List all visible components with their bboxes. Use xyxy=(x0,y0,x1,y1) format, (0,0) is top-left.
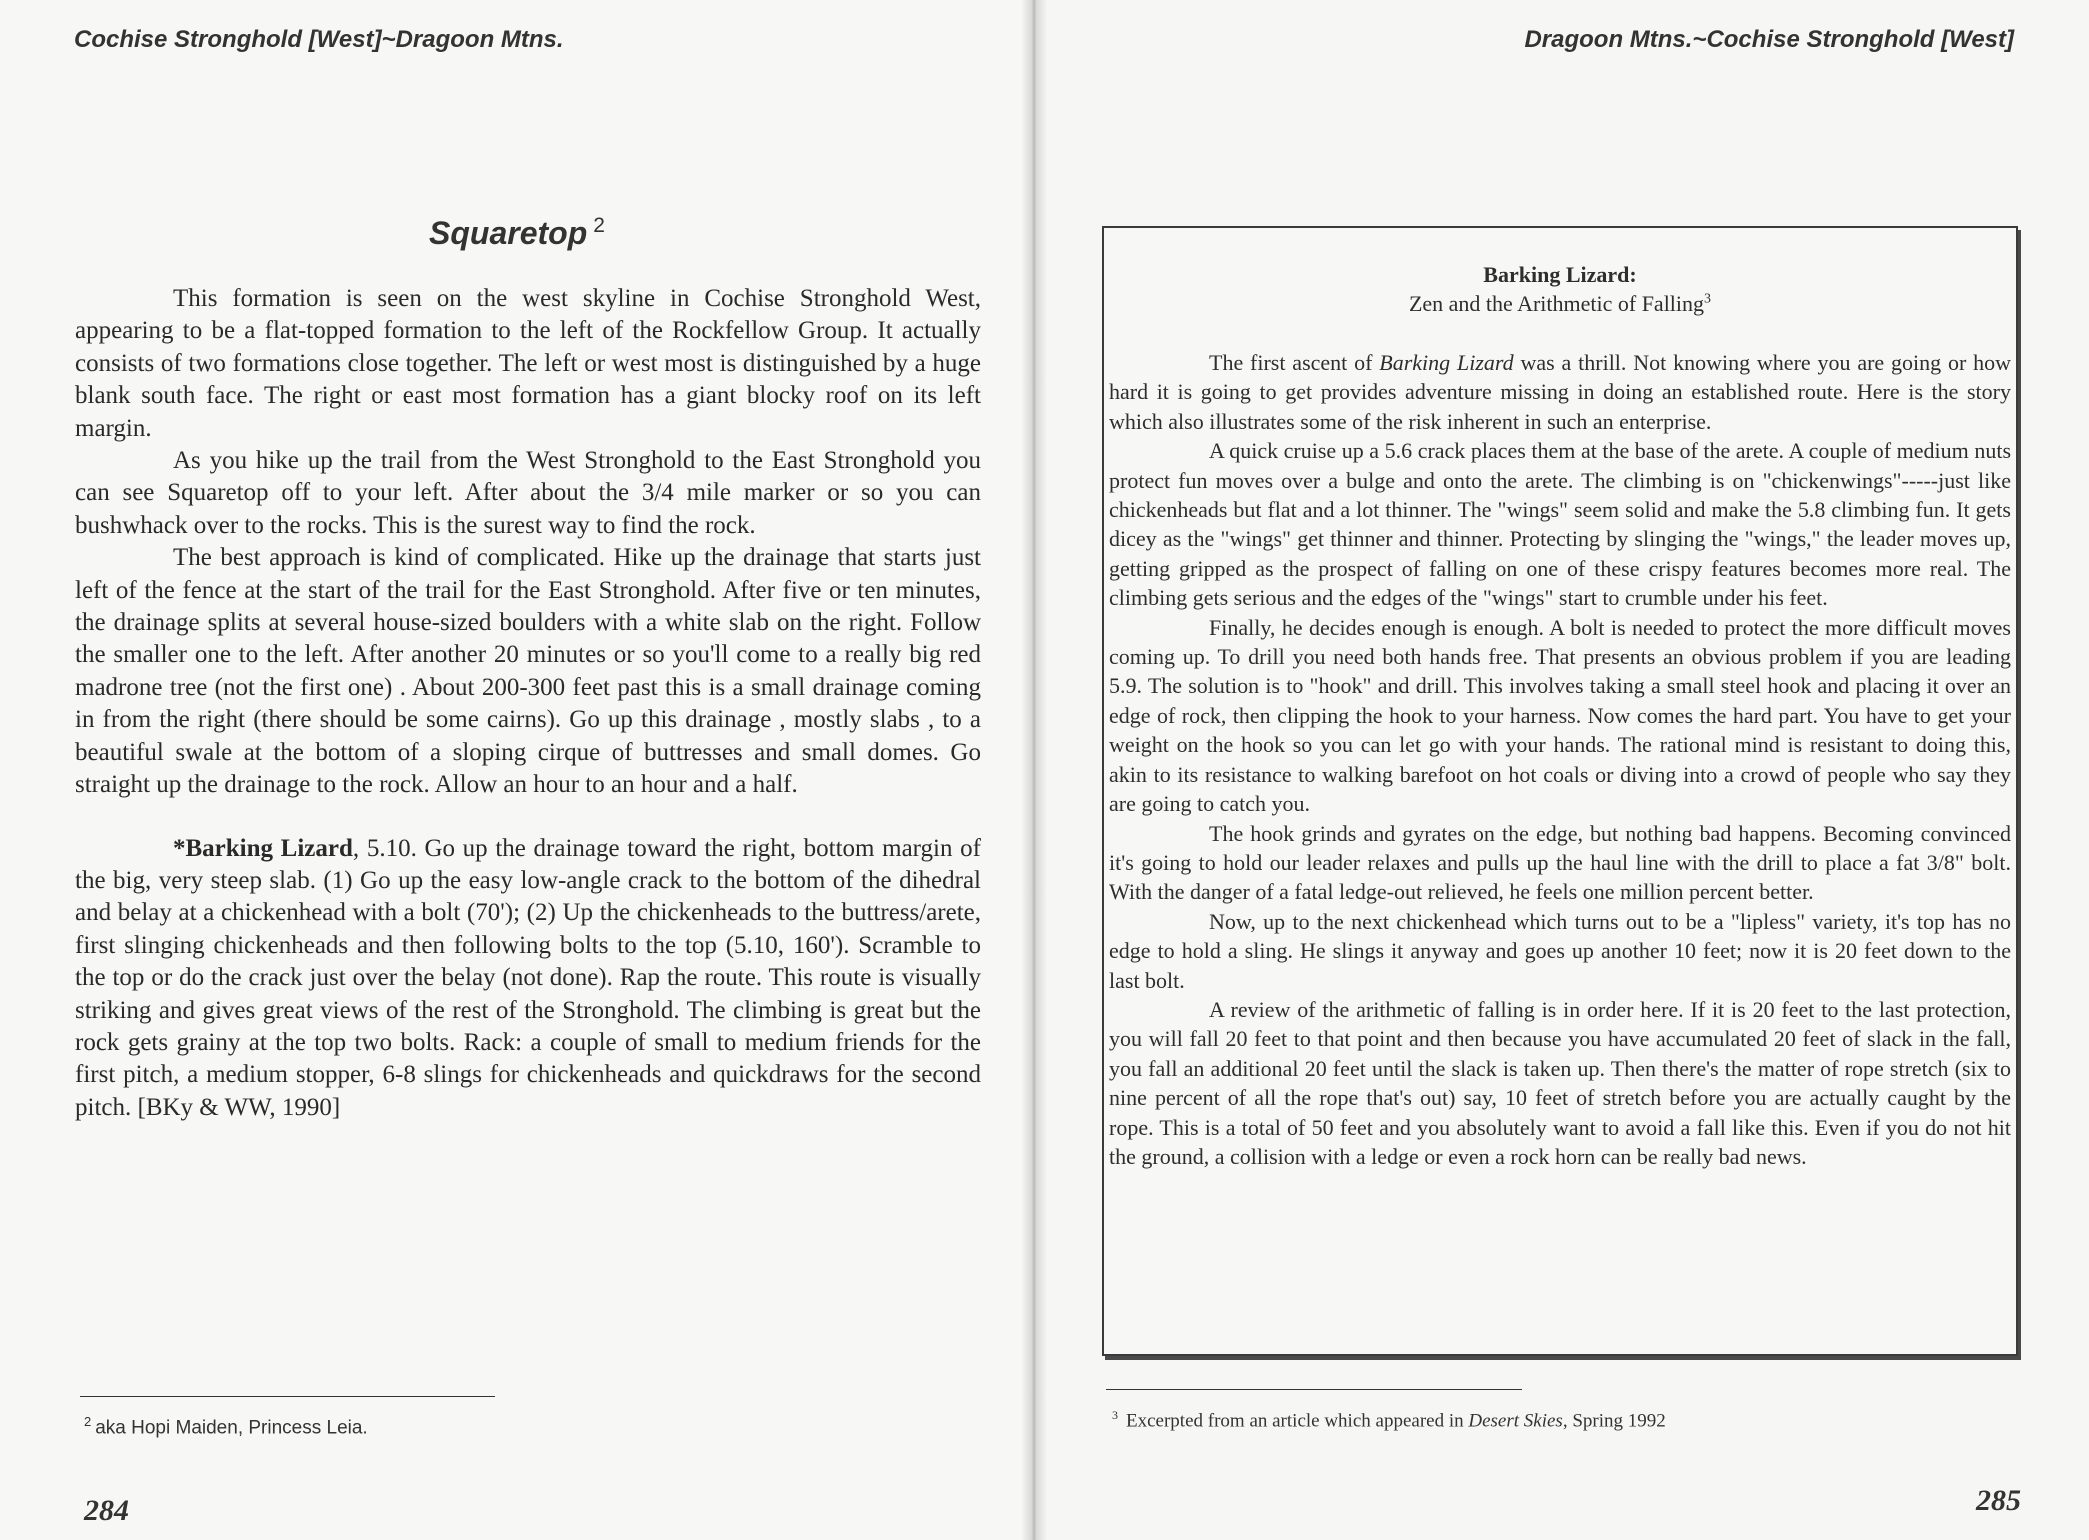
footnote-rule xyxy=(1106,1389,1522,1390)
footnote-text: Excerpted from an article which appeared in xyxy=(1126,1410,1469,1432)
footnote-text: aka Hopi Maiden, Princess Leia. xyxy=(95,1417,368,1439)
route-text: , 5.10. Go up the drainage toward the right, bottom margin of the big, very steep slab. (1) Go up the easy low-angle crack to the bottom of the dihedral and belay at a chickenhead with a bolt (70'); (2) Up the chickenheads to the buttress/arete, first slinging chickenheads and then following bolts to the top (5.10, 160'). Scramble to the top or do the crack just over the belay (not done). Rap the route. This route is visually striking and gives great views of the rest of the Stronghold. The climbing is great but the rock gets grainy at the top two bolts. Rack: a couple of small to medium friends for the first pitch, a medium stopper, 6-8 slings for chickenheads and quickdraws for the second pitch. [BKy & WW, 1990] xyxy=(75,834,981,1121)
title-text: Squaretop xyxy=(429,215,588,251)
paragraph: Finally, he decides enough is enough. A bolt is needed to protect the more difficult moves coming up. To drill you need both hands free. That presents an obvious problem if you are leading 5.9. The solution is to "hook" and drill. This involves taking a small steel hook and placing it over an edge of rock, then clipping the hook to your harness. Now comes the hard part. You have to get your weight on the hook so you can let go with your hands. The rational mind is resistant to doing this, akin to its resistance to walking barefoot on hot coals or diving into a crowd of people who say they are going to catch you. xyxy=(1109,614,2011,817)
page-number-right: 285 xyxy=(1976,1484,2021,1517)
footnote-text: , Spring 1992 xyxy=(1562,1410,1666,1432)
footnote-mark: 3 xyxy=(1112,1408,1118,1422)
paragraph: A review of the arithmetic of falling is in order here. If it is 20 feet to the last protection, you will fall 20 feet to that point and then because you have accumulated 20 feet of slack in the fall, you fall an additional 20 feet until the slack is taken up. Then there's the matter of rope stretch (six to nine percent of all the rope that's out) say, 10 feet of stretch before you are actually caught by the rope. This is a total of 50 feet and you absolutely want to avoid a fall like this. Even if you do not hit the ground, a collision with a ledge or even a rock horn can be really bad news. xyxy=(1109,996,2011,1169)
footnote-italic: Desert Skies xyxy=(1468,1410,1563,1432)
page-number-left: 284 xyxy=(84,1494,129,1527)
page-title xyxy=(0,214,1034,252)
route-name: *Barking Lizard xyxy=(173,834,353,862)
italic-title: Barking Lizard xyxy=(1379,350,1514,375)
paragraph: Now, up to the next chickenhead which turns out to be a "lipless" variety, it's top has no edge to hold a sling. He slings it anyway and goes up another 10 feet; now it is 20 feet down to the last bolt. xyxy=(1109,908,2011,993)
running-head-left: Cochise Stronghold [West]~Dragoon Mtns. xyxy=(74,26,564,53)
box-title: Barking Lizard: xyxy=(1483,262,1637,287)
left-body-text xyxy=(75,283,981,1124)
route-description xyxy=(75,833,981,1125)
book-gutter xyxy=(1022,0,1046,1540)
title-footnote-mark: 2 xyxy=(593,214,605,237)
text-run: was a thrill. Not knowing where you are going or how hard it is going to get provides adventure missing in doing an established route. Here is the story which also illustrates some of the risk inherent in such an enterprise. xyxy=(1109,350,2012,434)
footnote-rule xyxy=(80,1396,495,1397)
footnote xyxy=(1112,1408,1666,1432)
box-subtitle-text: Zen and the Arithmetic of Falling xyxy=(1408,291,1705,316)
footnote xyxy=(84,1414,368,1439)
paragraph: A quick cruise up a 5.6 crack places them at the base of the arete. A couple of medium nuts protect fun moves over a bulge and onto the arete. The climbing is on "chickenwings"-----just like chickenheads but flat and a lot thinner. The "wings" seem solid and make the 5.8 climbing fun. It gets dicey as the "wings" get thinner and thinner. Protecting by slinging the "wings," the leader moves up, getting gripped as the prospect of falling on one of these crispy features becomes more real. The climbing gets serious and the edges of the "wings" start to crumble under his feet. xyxy=(1109,438,2011,611)
footnote-mark: 2 xyxy=(84,1414,92,1429)
running-head-right: Dragoon Mtns.~Cochise Stronghold [West] xyxy=(1524,26,2014,53)
box-subtitle xyxy=(1102,291,2018,317)
paragraph: This formation is seen on the west skyline in Cochise Stronghold West, appearing to be a flat-topped formation to the left of the Rockfellow Group. It actually consists of two formations close together. The left or west most is distinguished by a huge blank south face. The right or east most formation has a giant blocky roof on its left margin. xyxy=(75,285,981,442)
paragraph xyxy=(1109,348,2011,436)
paragraph: As you hike up the trail from the West Stronghold to the East Stronghold you can see Squaretop off to your left. After about the 3/4 mile marker or so you can bushwhack over to the rocks. This is the surest way to find the rock. xyxy=(75,447,981,539)
left-page xyxy=(0,0,1034,1540)
paragraph: The best approach is kind of complicated. Hike up the drainage that starts just left of the fence at the start of the trail for the East Stronghold. After five or ten minutes, the drainage splits at several house-sized boulders with a white slab on the right. Follow the smaller one to the left. After another 20 minutes or so you'll come to a really big red madrone tree (not the first one) . About 200-300 feet past this is a small drainage coming in from the right (there should be some cairns). Go up this drainage , mostly slabs , to a beautiful swale at the bottom of a sloping cirque of buttresses and small domes. Go straight up the drainage to the rock. Allow an hour to an hour and a half. xyxy=(75,544,981,799)
paragraph: The hook grinds and gyrates on the edge, but nothing bad happens. Becoming convinced it's going to hold our leader relaxes and pulls up the haul line with the drill to place a fat 3/8" bolt. With the danger of a fatal ledge-out relieved, he feels one million percent better. xyxy=(1109,820,2011,905)
text-run: The first ascent of xyxy=(1209,350,1380,375)
box-subtitle-footnote-mark: 3 xyxy=(1704,291,1712,307)
box-body-text xyxy=(1109,348,2011,1171)
